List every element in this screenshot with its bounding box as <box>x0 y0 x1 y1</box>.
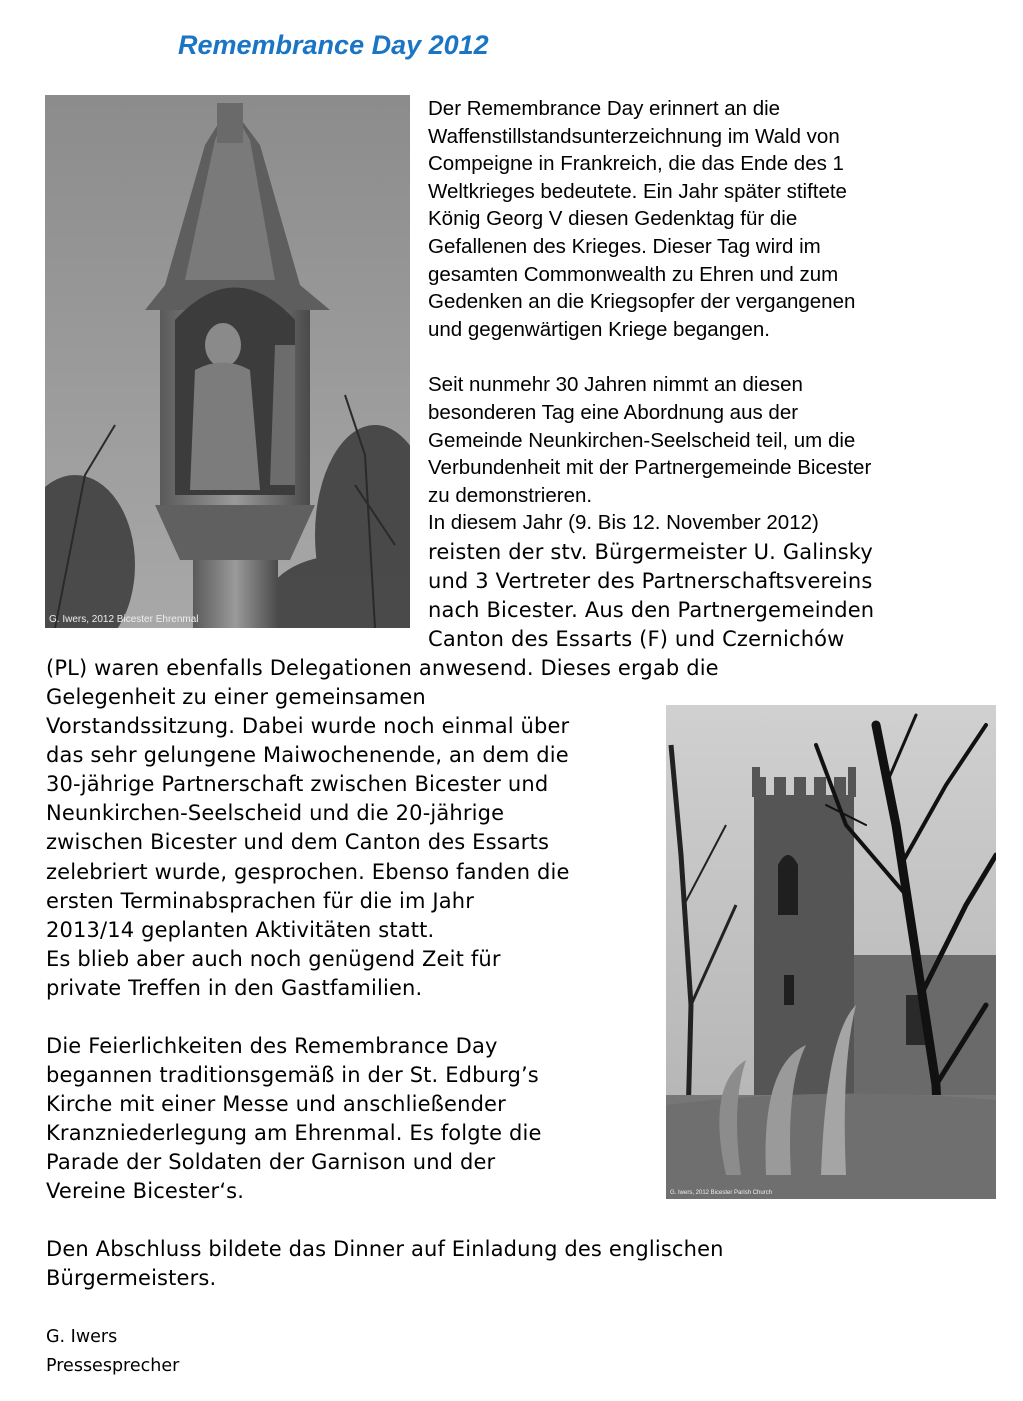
text-line: zwischen Bicester und dem Canton des Essarts <box>46 830 550 854</box>
church-photo-caption: G. Iwers, 2012 Bicester Parish Church <box>670 1190 773 1196</box>
church-illustration <box>666 705 996 1199</box>
text-line: (PL) waren ebenfalls Delegationen anwesend. Dieses ergab die <box>46 656 719 680</box>
text-line: private Treffen in den Gastfamilien. <box>46 976 423 1000</box>
text-line: 2013/14 geplanten Aktivitäten statt. <box>46 918 435 942</box>
text-line: besonderen Tag eine Abordnung aus der <box>428 401 799 424</box>
text-line: ersten Terminabsprachen für die im Jahr <box>46 889 475 913</box>
text-line: Weltkrieges bedeutete. Ein Jahr später stiftete <box>428 180 847 203</box>
memorial-photo-caption: G. Iwers, 2012 Bicester Ehrenmal <box>49 614 199 625</box>
text-line: gesamten Commonwealth zu Ehren und zum <box>428 263 839 286</box>
text-line: und gegenwärtigen Kriege begangen. <box>428 318 770 341</box>
text-line: und 3 Vertreter des Partnerschaftsvereins <box>428 569 873 593</box>
text-line: zu demonstrieren. <box>428 484 593 507</box>
signature-role: Pressesprecher <box>46 1356 180 1376</box>
text-line: König Georg V diesen Gedenktag für die <box>428 207 798 230</box>
text-line: begannen traditionsgemäß in der St. Edburg’s <box>46 1063 539 1087</box>
text-line: nach Bicester. Aus den Partnergemeinden <box>428 598 875 622</box>
text-line: Vereine Bicester‘s. <box>46 1179 245 1203</box>
text-line: zelebriert wurde, gesprochen. Ebenso fanden die <box>46 860 570 884</box>
church-photo <box>666 705 996 1199</box>
text-line: Gedenken an die Kriegsopfer der vergangenen <box>428 290 856 313</box>
text-line: Es blieb aber auch noch genügend Zeit für <box>46 947 501 971</box>
text-line: Compeigne in Frankreich, die das Ende des 1 <box>428 152 844 175</box>
text-line: Kirche mit einer Messe und anschließender <box>46 1092 506 1116</box>
text-line: Die Feierlichkeiten des Remembrance Day <box>46 1034 498 1058</box>
text-line: Der Remembrance Day erinnert an die <box>428 97 781 120</box>
text-line: Waffenstillstandsunterzeichnung im Wald von <box>428 125 840 148</box>
text-line: Seit nunmehr 30 Jahren nimmt an diesen <box>428 373 803 396</box>
text-line: Neunkirchen-Seelscheid und die 20-jährige <box>46 801 505 825</box>
text-line: das sehr gelungene Maiwochenende, an dem die <box>46 743 569 767</box>
text-line: Verbundenheit mit der Partnergemeinde Bicester <box>428 456 872 479</box>
memorial-photo <box>45 95 410 628</box>
text-line: 30-jährige Partnerschaft zwischen Bicester und <box>46 772 549 796</box>
text-line: Den Abschluss bildete das Dinner auf Einladung des englischen <box>46 1237 724 1261</box>
text-line: Gelegenheit zu einer gemeinsamen <box>46 685 426 709</box>
text-line: Parade der Soldaten der Garnison und der <box>46 1150 496 1174</box>
text-line: Gefallenen des Krieges. Dieser Tag wird im <box>428 235 821 258</box>
text-line: Kranzniederlegung am Ehrenmal. Es folgte die <box>46 1121 542 1145</box>
memorial-illustration <box>45 95 410 628</box>
text-line: In diesem Jahr (9. Bis 12. November 2012) <box>428 511 819 534</box>
text-line: Bürgermeisters. <box>46 1266 217 1290</box>
text-line: Gemeinde Neunkirchen-Seelscheid teil, um die <box>428 429 856 452</box>
page-title: Remembrance Day 2012 <box>178 30 489 60</box>
text-line: Canton des Essarts (F) und Czernichów <box>428 627 845 651</box>
signature-name: G. Iwers <box>46 1327 118 1347</box>
text-line: Vorstandssitzung. Dabei wurde noch einmal über <box>46 714 570 738</box>
text-line: reisten der stv. Bürgermeister U. Galinsky <box>428 540 873 564</box>
